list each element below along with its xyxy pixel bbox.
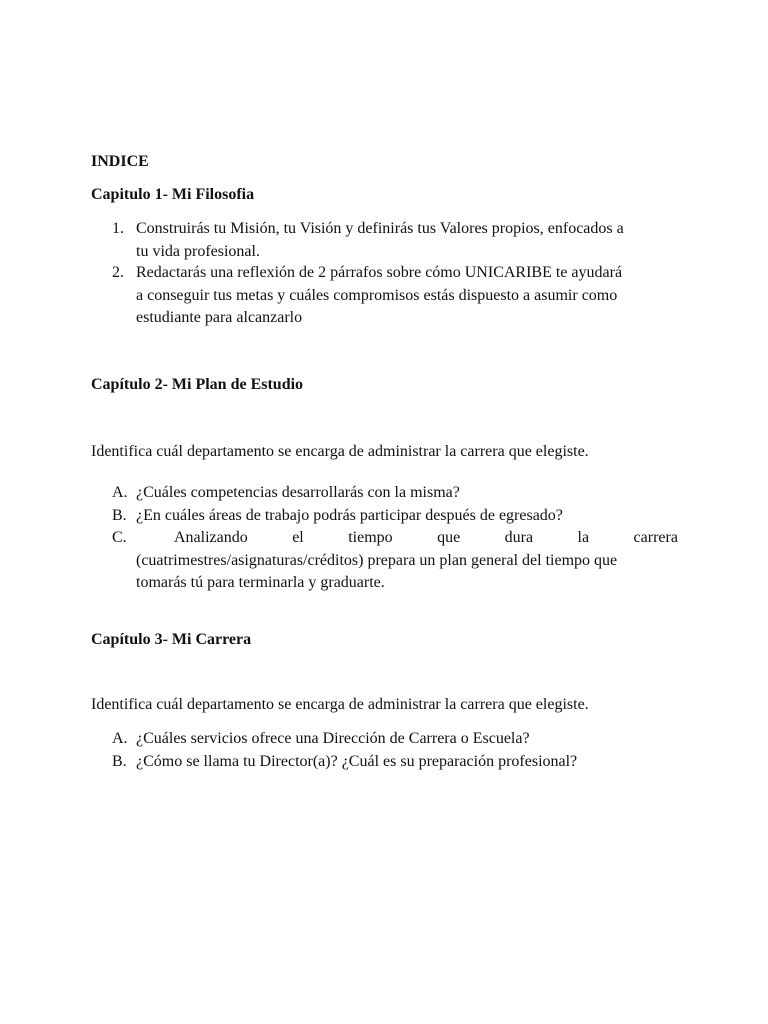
chapter-2-title	[91, 375, 303, 395]
list-marker: C.	[112, 529, 127, 546]
chapter-2-name: Mi Plan de Estudio	[167, 376, 304, 393]
list-item-line: a conseguir tus metas y cuáles compromisos estás dispuesto a asumir como	[136, 286, 618, 304]
list-item-text: ¿Cuáles competencias desarrollarás con la misma?	[136, 484, 460, 501]
word: el	[292, 529, 304, 546]
index-title: INDICE	[91, 153, 149, 170]
list-marker: A.	[112, 484, 128, 501]
list-item-text: ¿En cuáles áreas de trabajo podrás participar después de egresado?	[136, 507, 563, 524]
list-item-line: tu vida profesional.	[136, 242, 260, 260]
list-item-text: ¿Cuáles servicios ofrece una Dirección de Carrera o Escuela?	[136, 730, 530, 747]
chapter-1-name: Mi Filosofia	[167, 186, 255, 203]
word: carrera	[633, 529, 678, 546]
list-item-line: Redactarás una reflexión de 2 párrafos sobre cómo UNICARIBE te ayudará	[136, 264, 623, 281]
chapter-3-name: Mi Carrera	[167, 631, 252, 648]
chapter-3-intro: Identifica cuál departamento se encarga de administrar la carrera que elegiste.	[91, 696, 589, 713]
list-item-line: (cuatrimestres/asignaturas/créditos) prepara un plan general del tiempo que	[136, 551, 618, 569]
chapter-1-title	[91, 185, 254, 205]
list-item-line	[136, 527, 678, 550]
chapter-1-number: Capitulo 1-	[91, 186, 168, 203]
word: la	[577, 529, 590, 546]
list-item-line: tomarás tú para terminarla y graduarte.	[136, 574, 385, 591]
list-item-line: Construirás tu Misión, tu Visión y definirás tus Valores propios, enfocados a	[136, 220, 624, 237]
word: Analizando	[174, 529, 248, 546]
word: tiempo	[348, 529, 393, 546]
list-marker: A.	[112, 730, 128, 747]
word: que	[437, 529, 461, 546]
list-item-line: estudiante para alcanzarlo	[136, 309, 303, 326]
chapter-2-number: Capítulo 2-	[91, 376, 168, 393]
chapter-2-intro: Identifica cuál departamento se encarga de administrar la carrera que elegiste.	[91, 443, 589, 460]
chapter-3-number: Capítulo 3-	[91, 631, 168, 648]
word: dura	[504, 529, 534, 546]
list-marker: 2.	[112, 264, 124, 281]
list-marker: B.	[112, 753, 127, 770]
list-marker: B.	[112, 507, 127, 524]
chapter-3-title	[91, 630, 251, 650]
list-marker: 1.	[112, 220, 124, 237]
list-item-text: ¿Cómo se llama tu Director(a)? ¿Cuál es su preparación profesional?	[136, 753, 578, 770]
